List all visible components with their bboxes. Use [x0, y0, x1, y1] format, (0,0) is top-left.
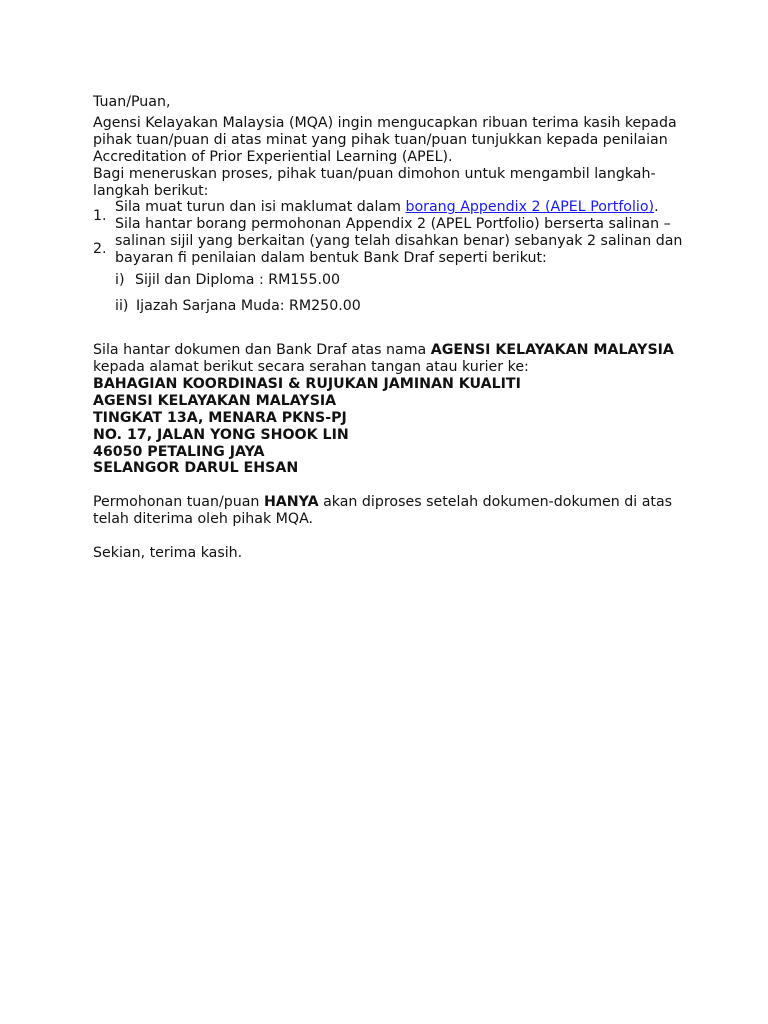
note-text-end: akan diproses setelah dokumen-dokumen di atas telah diterima oleh pihak MQA.	[93, 494, 673, 528]
send-text: Sila hantar dokumen dan Bank Draf atas nama	[93, 342, 431, 359]
step-text: Sila hantar borang permohonan Appendix 2 (APEL Portfolio) berserta salinan – salinan sijil yang berkaitan (yang telah disahkan benar) sebanyak 2 salinan dan bayaran fi penilaian dalam bentuk Bank Draf seperti berikut:	[115, 216, 683, 267]
address-line: SELANGOR DARUL EHSAN	[93, 460, 299, 477]
steps-list	[93, 199, 683, 267]
note-text: Permohonan tuan/puan	[93, 494, 264, 511]
fee-text: Sijil dan Diploma : RM155.00	[135, 272, 341, 289]
step-text: Sila muat turun dan isi maklumat dalam	[115, 199, 406, 216]
fee-item	[115, 271, 683, 297]
address-line: 46050 PETALING JAYA	[93, 443, 265, 460]
instruction-paragraph: Bagi meneruskan proses, pihak tuan/puan dimohon untuk mengambil langkah-langkah berikut:	[93, 165, 656, 199]
address-line: BAHAGIAN KOORDINASI & RUJUKAN JAMINAN KUALITI	[93, 375, 521, 392]
step-item	[93, 216, 683, 267]
fee-text: Ijazah Sarjana Muda: RM250.00	[136, 298, 361, 315]
letter-body	[93, 94, 683, 562]
salutation: Tuan/Puan,	[93, 94, 171, 110]
intro-paragraph: Agensi Kelayakan Malaysia (MQA) ingin mengucapkan ribuan terima kasih kepada pihak tuan/puan di atas minat yang pihak tuan/puan tunjukkan kepada penilaian Accreditation of Prior Experiential Learning (APEL).	[93, 114, 677, 165]
fee-list	[93, 271, 683, 323]
recipient-name: AGENSI KELAYAKAN MALAYSIA	[430, 342, 674, 359]
address-line: NO. 17, JALAN YONG SHOOK LIN	[93, 426, 349, 443]
note-emphasis: HANYA	[263, 494, 319, 511]
step-item	[93, 199, 683, 225]
send-text-end: kepada alamat berikut secara serahan tangan atau kurier ke:	[93, 358, 529, 375]
fee-item	[115, 297, 683, 323]
mailing-address	[93, 376, 683, 477]
address-line: AGENSI KELAYAKAN MALAYSIA	[93, 392, 337, 409]
address-line: TINGKAT 13A, MENARA PKNS-PJ	[93, 409, 347, 426]
spacer	[93, 477, 683, 494]
fee-number: i)	[115, 272, 125, 289]
spacer	[93, 528, 683, 545]
fee-number: ii)	[115, 298, 129, 315]
spacer	[93, 323, 683, 342]
step-text-end: .	[654, 199, 659, 216]
step-number: 1.	[93, 208, 107, 225]
appendix-2-form-link[interactable]: borang Appendix 2 (APEL Portfolio)	[405, 199, 655, 216]
closing: Sekian, terima kasih.	[93, 545, 243, 562]
send-instruction	[93, 342, 683, 376]
processing-note	[93, 494, 683, 528]
step-number: 2.	[93, 241, 107, 258]
